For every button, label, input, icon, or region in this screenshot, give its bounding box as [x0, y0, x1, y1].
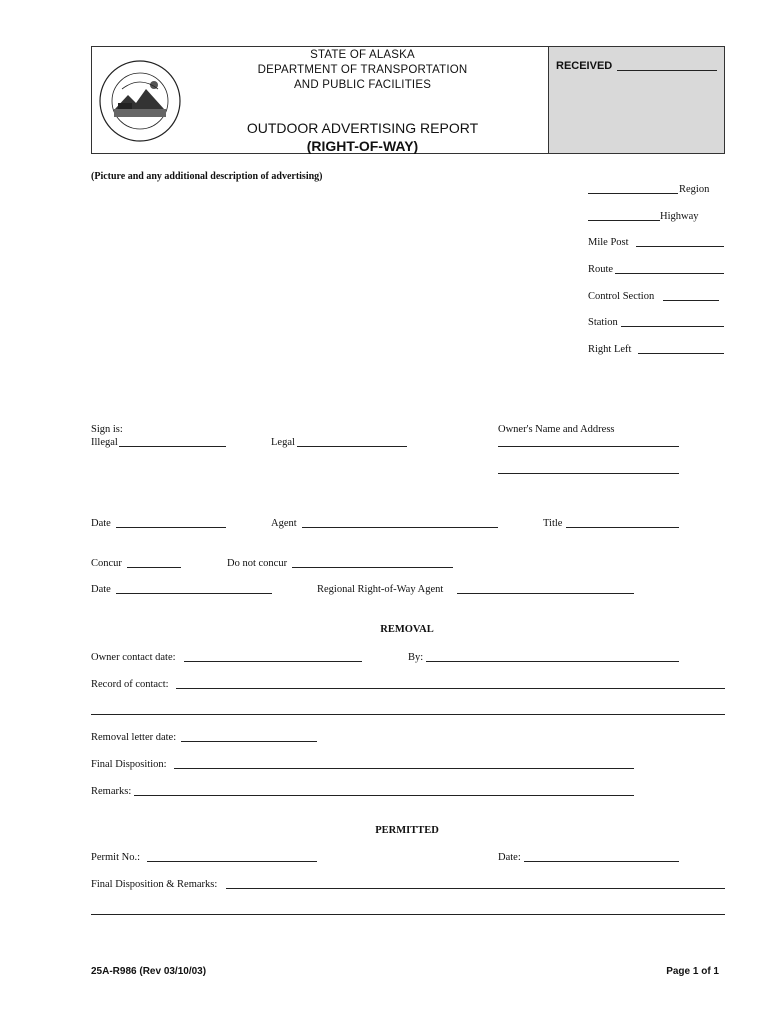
permitted-heading: PERMITTED [375, 825, 439, 836]
date-label: Date [91, 518, 111, 529]
form-title [91, 119, 634, 155]
station-label: Station [588, 317, 618, 328]
date2-field[interactable] [116, 593, 272, 594]
final-disposition-field[interactable] [174, 768, 634, 769]
region-field[interactable] [588, 193, 678, 194]
agency-name [91, 48, 634, 93]
station-field[interactable] [621, 326, 724, 327]
remarks-field[interactable] [134, 795, 634, 796]
highway-label: Highway [660, 211, 699, 222]
concur-label: Concur [91, 558, 122, 569]
agent-field[interactable] [302, 527, 498, 528]
date-field[interactable] [116, 527, 226, 528]
do-not-concur-field[interactable] [292, 567, 453, 568]
picture-caption: (Picture and any additional description of advertising) [91, 171, 323, 182]
removal-letter-date-label: Removal letter date: [91, 732, 177, 743]
form-number: 25A-R986 (Rev 03/10/03) [91, 966, 207, 977]
final-disposition-label: Final Disposition: [91, 759, 167, 770]
agency-line-1: STATE OF ALASKA [310, 49, 415, 61]
regional-agent-label: Regional Right-of-Way Agent [317, 584, 444, 595]
page-number: Page 1 of 1 [666, 966, 719, 977]
record-of-contact-field[interactable] [176, 688, 725, 689]
by-field[interactable] [426, 661, 679, 662]
removal-heading: REMOVAL [380, 624, 434, 635]
permit-no-label: Permit No.: [91, 852, 140, 863]
date2-label: Date [91, 584, 111, 595]
legal-field[interactable] [297, 446, 407, 447]
route-label: Route [588, 264, 614, 275]
final-disposition-remarks-label: Final Disposition & Remarks: [91, 879, 218, 890]
control-section-field[interactable] [663, 300, 719, 301]
right-left-label: Right Left [588, 344, 632, 355]
record-of-contact-label: Record of contact: [91, 679, 169, 690]
title-label: Title [543, 518, 563, 529]
final-disposition-remarks-field-2[interactable] [91, 914, 725, 915]
mile-post-label: Mile Post [588, 237, 629, 248]
form-title-line-1: OUTDOOR ADVERTISING REPORT [246, 120, 479, 136]
permit-date-field[interactable] [524, 861, 679, 862]
agency-line-2: DEPARTMENT OF TRANSPORTATION [257, 64, 468, 76]
owner-field-1[interactable] [498, 446, 679, 447]
remarks-label: Remarks: [91, 786, 132, 797]
concur-field[interactable] [127, 567, 181, 568]
legal-label: Legal [271, 437, 295, 448]
regional-agent-field[interactable] [457, 593, 634, 594]
right-left-field[interactable] [638, 353, 724, 354]
mile-post-field[interactable] [636, 246, 724, 247]
region-label: Region [679, 184, 710, 195]
route-field[interactable] [615, 273, 724, 274]
form-title-line-2: (RIGHT-OF-WAY) [306, 138, 419, 154]
received-text: RECEIVED [556, 60, 613, 72]
illegal-field[interactable] [119, 446, 226, 447]
by-label: By: [408, 652, 424, 663]
owner-field-2[interactable] [498, 473, 679, 474]
agency-line-3: AND PUBLIC FACILITIES [293, 79, 432, 91]
owner-contact-date-field[interactable] [184, 661, 362, 662]
sign-is-label: Sign is: [91, 424, 123, 435]
highway-field[interactable] [588, 220, 660, 221]
title-field[interactable] [566, 527, 679, 528]
illegal-label: Illegal [91, 437, 118, 448]
removal-letter-date-field[interactable] [181, 741, 317, 742]
final-disposition-remarks-field[interactable] [226, 888, 725, 889]
owner-contact-date-label: Owner contact date: [91, 652, 176, 663]
record-of-contact-field-2[interactable] [91, 714, 725, 715]
owner-label: Owner's Name and Address [498, 424, 615, 435]
permit-no-field[interactable] [147, 861, 317, 862]
control-section-label: Control Section [588, 291, 655, 302]
do-not-concur-label: Do not concur [227, 558, 288, 569]
agent-label: Agent [271, 518, 297, 529]
permit-date-label: Date: [498, 852, 521, 863]
